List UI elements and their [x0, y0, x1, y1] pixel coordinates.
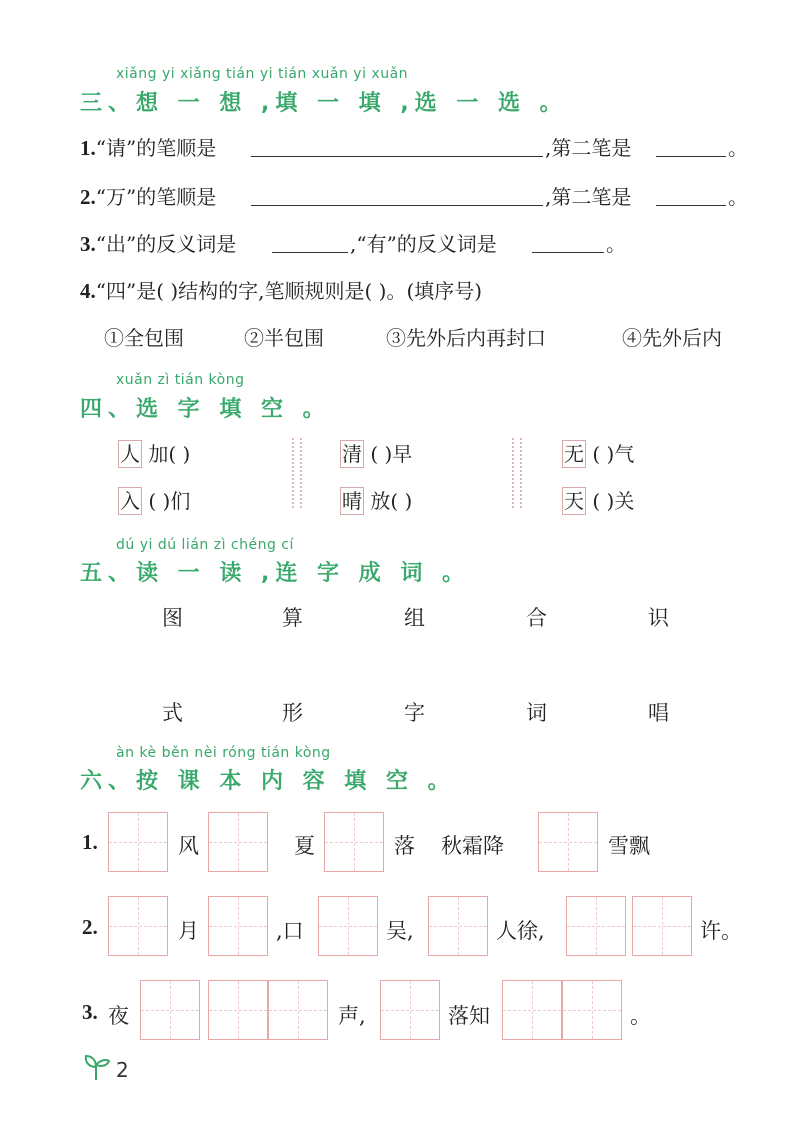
group3-b — [562, 485, 634, 515]
group3 — [562, 438, 634, 468]
row3-grid-6[interactable] — [562, 980, 622, 1040]
section3-pinyin: xiǎng yi xiǎng tián yi tián xuǎn yi xuǎn — [116, 66, 409, 82]
q2-end: 。 — [728, 185, 748, 209]
row1-grid-2[interactable] — [208, 812, 268, 872]
q1-number: 1. — [80, 136, 96, 160]
section5-title: 五、读 一 读 ,连 字 成 词 。 — [80, 561, 470, 586]
row3-grid-2[interactable] — [208, 980, 268, 1040]
row2-text-5: 许。 — [700, 919, 742, 943]
row3-grid-5[interactable] — [502, 980, 562, 1040]
row3-text-0: 夜 — [108, 1004, 129, 1028]
divider — [512, 438, 522, 508]
row2-number: 2. — [82, 915, 98, 939]
sprout-icon — [82, 1052, 112, 1082]
connect-top-1[interactable]: 图 — [162, 606, 183, 630]
section4-pinyin: xuǎn zì tián kòng — [116, 372, 245, 388]
q2-stroke-order-blank[interactable] — [251, 205, 543, 206]
q1-end: 。 — [728, 136, 748, 160]
q1-second-stroke-blank[interactable] — [656, 156, 726, 157]
row3-text-1: 声, — [338, 1004, 366, 1028]
section6-pinyin: àn kè běn nèi róng tián kòng — [116, 745, 331, 761]
row1-grid-4[interactable] — [538, 812, 598, 872]
row2-text-3: 吴, — [386, 919, 414, 943]
option-4: ④先外后内 — [622, 326, 722, 350]
q3-number: 3. — [80, 232, 96, 256]
option-3: ③先外后内再封口 — [386, 326, 546, 350]
connect-top-4[interactable]: 合 — [526, 606, 547, 630]
group2-b — [340, 485, 412, 515]
group1-char1: 人 — [120, 442, 140, 466]
row3-grid-1[interactable] — [140, 980, 200, 1040]
group2-char1: 清 — [342, 442, 362, 466]
group1-line1: 加( ) — [148, 442, 191, 466]
q2-number: 2. — [80, 185, 96, 209]
group3-char1: 无 — [564, 442, 584, 466]
q2-prompt: “万”的笔顺是 — [95, 185, 217, 209]
q2-second-stroke-label: ,第二笔是 — [545, 185, 632, 209]
row1-text-3: 落 — [394, 834, 415, 858]
q3-mid: ,“有”的反义词是 — [350, 232, 497, 256]
row2-grid-5[interactable] — [566, 896, 626, 956]
row2-text-2: ,口 — [276, 919, 304, 943]
group2-char2: 晴 — [342, 489, 362, 513]
row1-grid-3[interactable] — [324, 812, 384, 872]
row2-grid-2[interactable] — [208, 896, 268, 956]
row1-text-2: 夏 — [294, 834, 315, 858]
connect-top-5[interactable]: 识 — [648, 606, 669, 630]
q3-antonym-chu-blank[interactable] — [272, 252, 348, 253]
group1-line2: ( )们 — [148, 489, 191, 513]
divider — [292, 438, 302, 508]
row1-grid-1[interactable] — [108, 812, 168, 872]
q4 — [80, 275, 482, 304]
row3-text-2: 落知 — [448, 1004, 490, 1028]
q1-stroke-order-blank[interactable] — [251, 156, 543, 157]
group3-line2: ( )关 — [592, 489, 635, 513]
q3-antonym-you-blank[interactable] — [532, 252, 604, 253]
q2-second-stroke-blank[interactable] — [656, 205, 726, 206]
row2-text-1: 月 — [178, 919, 199, 943]
row2-grid-1[interactable] — [108, 896, 168, 956]
option-1: ①全包围 — [104, 326, 184, 350]
connect-bottom-1[interactable]: 式 — [162, 701, 183, 725]
q3-prompt: “出”的反义词是 — [95, 232, 237, 256]
row3-number: 3. — [82, 1000, 98, 1024]
row3-grid-3[interactable] — [268, 980, 328, 1040]
row1-text-5: 雪飘 — [608, 834, 650, 858]
option-2: ②半包围 — [244, 326, 324, 350]
connect-bottom-2[interactable]: 形 — [282, 701, 303, 725]
group1-b — [118, 485, 190, 515]
row2-text-4: 人徐, — [496, 919, 545, 943]
connect-top-3[interactable]: 组 — [404, 606, 425, 630]
connect-top-2[interactable]: 算 — [282, 606, 303, 630]
group2-line1: ( )早 — [370, 442, 413, 466]
row2-grid-3[interactable] — [318, 896, 378, 956]
q4-text: “四”是( )结构的字,笔顺规则是( )。(填序号) — [95, 279, 483, 303]
group2 — [340, 438, 412, 468]
q1 — [80, 132, 216, 161]
row1-text-4: 秋霜降 — [441, 834, 504, 858]
group1 — [118, 438, 190, 468]
row3-text-3: 。 — [630, 1004, 651, 1028]
row1-number: 1. — [82, 830, 98, 854]
connect-bottom-5[interactable]: 唱 — [648, 701, 669, 725]
row2-grid-6[interactable] — [632, 896, 692, 956]
connect-bottom-3[interactable]: 字 — [404, 701, 425, 725]
q4-number: 4. — [80, 279, 96, 303]
row1-text-1: 风 — [178, 834, 199, 858]
group3-line1: ( )气 — [592, 442, 635, 466]
page-number: 2 — [116, 1058, 129, 1082]
q3 — [80, 228, 236, 257]
connect-bottom-4[interactable]: 词 — [526, 701, 547, 725]
section6-title: 六、按 课 本 内 容 填 空 。 — [80, 769, 456, 794]
q2 — [80, 181, 216, 210]
q3-end: 。 — [606, 232, 626, 256]
section5-pinyin: dú yi dú lián zì chéng cí — [116, 537, 294, 553]
group1-char2: 入 — [120, 489, 140, 513]
row2-grid-4[interactable] — [428, 896, 488, 956]
row3-grid-4[interactable] — [380, 980, 440, 1040]
section4-title: 四、选 字 填 空 。 — [80, 397, 331, 422]
q1-second-stroke-label: ,第二笔是 — [545, 136, 632, 160]
group2-line2: 放( ) — [370, 489, 413, 513]
group3-char2: 天 — [564, 489, 584, 513]
section3-title: 三、想 一 想 ,填 一 填 ,选 一 选 。 — [80, 91, 568, 116]
q1-prompt: “请”的笔顺是 — [95, 136, 217, 160]
